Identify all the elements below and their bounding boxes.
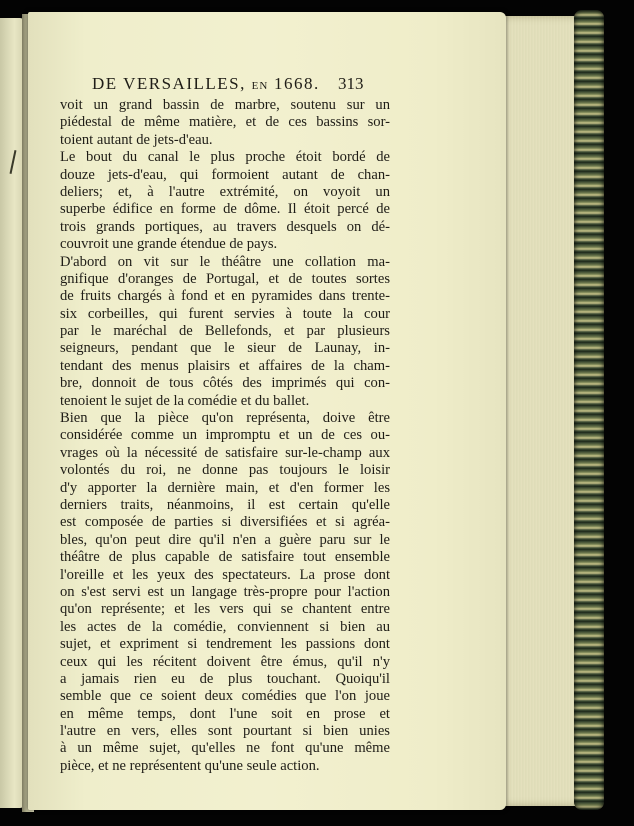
text-line: tenoient le sujet de la comédie et du ballet.: [60, 392, 310, 409]
text-line: a jamais rien eu de plus touchant. Quoiqu'il: [60, 670, 390, 687]
text-line: qu'on représente; et les vers qui se chantent entre: [60, 601, 390, 618]
text-line: Bien que la pièce qu'on représenta, doive être: [60, 410, 390, 427]
running-year: 1668.: [274, 74, 320, 93]
text-line: deliers; et, à l'autre extrémité, on voyoit un: [60, 183, 390, 200]
text-line: six corbeilles, qui furent servies à toute la cour: [60, 305, 390, 322]
text-line: gnifique d'oranges de Portugal, et de toutes sortes: [60, 270, 390, 287]
text-line: trois grands portiques, au travers desquels on dé-: [60, 218, 390, 235]
text-line: théâtre de plus capable de satisfaire tout ensemble: [60, 549, 390, 566]
body-text: [60, 97, 390, 775]
text-line: pièce, et ne représentent qu'une seule action.: [60, 757, 320, 774]
text-line: on s'est servi est un langage très-propre pour l'action: [60, 583, 390, 600]
text-line: vrages où la nécessité de satisfaire sur-le-champ aux: [60, 444, 390, 461]
text-line: voit un grand bassin de marbre, soutenu sur un: [60, 97, 390, 113]
facing-page-edge: [0, 18, 24, 808]
text-line: Le bout du canal le plus proche étoit bordé de: [60, 149, 390, 166]
text-line: couvroit une grande étendue de pays.: [60, 236, 278, 253]
text-line: par le maréchal de Bellefonds, et par plusieurs: [60, 323, 390, 340]
text-line: de fruits chargés à fond et en pyramides dans trente-: [60, 288, 390, 305]
text-line: douze jets-d'eau, qui formoient autant de chan-: [60, 166, 390, 183]
text-line: l'oreille et les yeux des spectateurs. La prose dont: [60, 566, 390, 583]
page-number: 313: [338, 74, 364, 93]
text-line: sujet, et expriment si tendrement les passions dont: [60, 636, 390, 653]
text-line: piédestal de même matière, et de ces bassins sor-: [60, 114, 390, 131]
text-line: est composée de parties si diversifiées et si agréa-: [60, 514, 390, 531]
text-line: en même temps, dont l'une soit en prose et: [60, 705, 390, 722]
text-line: considérée comme un impromptu et un de ces ou-: [60, 427, 390, 444]
text-line: d'y apporter la dernière main, et d'en former les: [60, 479, 390, 496]
text-line: toient autant de jets-d'eau.: [60, 131, 213, 148]
text-line: volontés du roi, ne donne pas toujours le loisir: [60, 462, 390, 479]
year-prefix: EN: [251, 80, 269, 92]
text-line: superbe édifice en forme de dôme. Il étoit percé de: [60, 201, 390, 218]
book-cover-edge: [574, 10, 604, 810]
text-line: seigneurs, pendant que le sieur de Launay, in-: [60, 340, 390, 357]
text-line: bre, donnoit de tous côtés des imprimés qui con-: [60, 375, 390, 392]
text-line: derniers traits, néanmoins, il est certain qu'elle: [60, 496, 390, 513]
text-line: l'autre en vers, elles sont pourtant si bien unies: [60, 723, 390, 740]
text-line: ceux qui les récitent doivent être émus, qu'il n'y: [60, 653, 390, 670]
running-title: DE VERSAILLES,: [92, 74, 246, 93]
text-line: les actes de la comédie, conviennent si bien au: [60, 618, 390, 635]
text-line: bles, qu'on peut dire qu'il n'en a guère paru sur le: [60, 531, 390, 548]
text-line: D'abord on vit sur le théâtre une collation ma-: [60, 253, 390, 270]
text-line: semble que ce soient deux comédies que l'on joue: [60, 688, 390, 705]
text-line: tendant des menus plaisirs et affaires de la cham-: [60, 357, 390, 374]
text-line: à un même sujet, qu'elles ne font qu'une même: [60, 740, 390, 757]
